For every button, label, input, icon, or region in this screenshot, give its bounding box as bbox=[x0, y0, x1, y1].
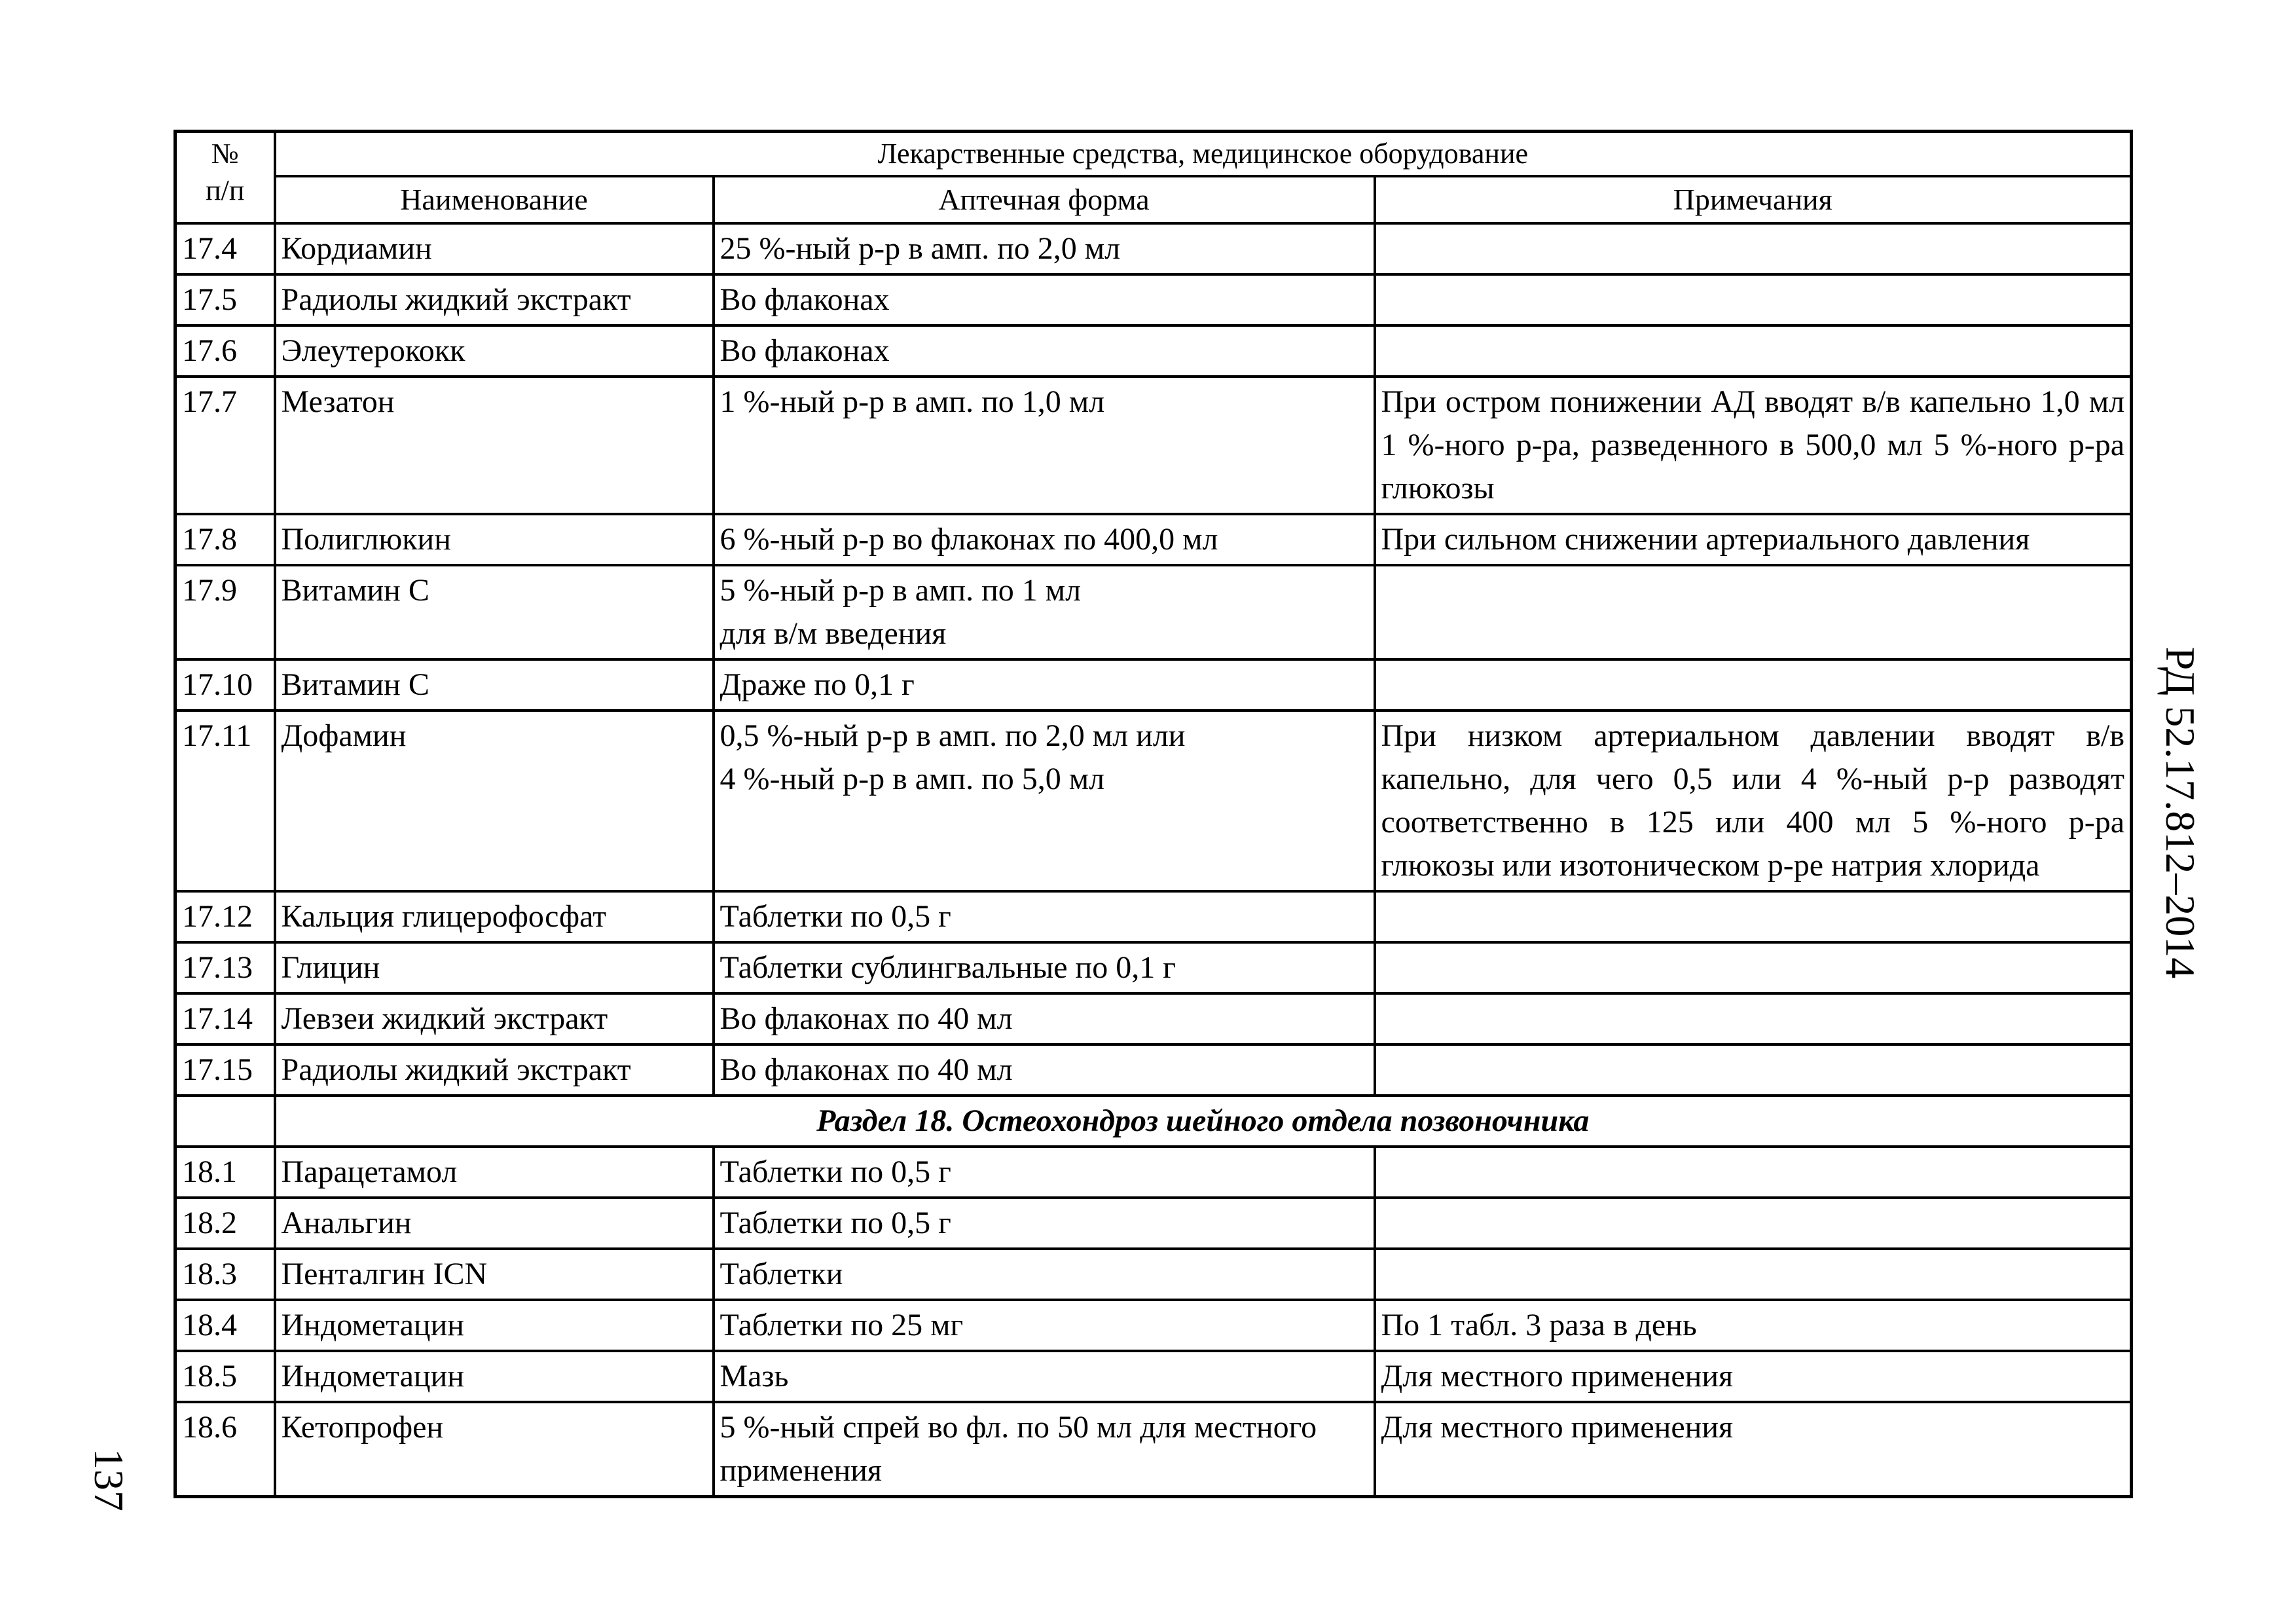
header-number-cell: № п/п bbox=[175, 132, 275, 224]
dosage-form: 0,5 %-ный р-р в амп. по 2,0 мл или 4 %-ный р-р в амп. по 5,0 мл bbox=[714, 710, 1375, 891]
dosage-form: Во флаконах по 40 мл bbox=[714, 993, 1375, 1044]
dosage-form: Мазь bbox=[714, 1351, 1375, 1402]
table-row bbox=[175, 659, 2132, 710]
row-number: 17.8 bbox=[175, 514, 275, 565]
row-notes bbox=[1375, 325, 2132, 377]
row-notes: Для местного применения bbox=[1375, 1402, 2132, 1497]
row-notes bbox=[1375, 1249, 2132, 1300]
row-notes: По 1 табл. 3 раза в день bbox=[1375, 1300, 2132, 1351]
dosage-form: Таблетки сублингвальные по 0,1 г bbox=[714, 942, 1375, 993]
row-notes bbox=[1375, 891, 2132, 942]
table-row bbox=[175, 1249, 2132, 1300]
row-notes: Для местного применения bbox=[1375, 1351, 2132, 1402]
row-number: 17.6 bbox=[175, 325, 275, 377]
row-notes bbox=[1375, 565, 2132, 659]
row-number: 17.7 bbox=[175, 377, 275, 514]
row-number: 17.9 bbox=[175, 565, 275, 659]
drug-name: Радиолы жидкий экстракт bbox=[275, 1044, 714, 1096]
row-number: 17.12 bbox=[175, 891, 275, 942]
drug-name: Глицин bbox=[275, 942, 714, 993]
dosage-form: Таблетки по 0,5 г bbox=[714, 1147, 1375, 1198]
row-number: 18.3 bbox=[175, 1249, 275, 1300]
dosage-form: 25 %-ный р-р в амп. по 2,0 мл bbox=[714, 223, 1375, 274]
header-name: Наименование bbox=[275, 176, 714, 223]
drug-name: Дофамин bbox=[275, 710, 714, 891]
drug-name: Пенталгин ICN bbox=[275, 1249, 714, 1300]
table-row bbox=[175, 1402, 2132, 1497]
drug-name: Анальгин bbox=[275, 1198, 714, 1249]
row-notes bbox=[1375, 1198, 2132, 1249]
dosage-form: 6 %-ный р-р во флаконах по 400,0 мл bbox=[714, 514, 1375, 565]
table-row bbox=[175, 942, 2132, 993]
table-row bbox=[175, 993, 2132, 1044]
row-number: 18.4 bbox=[175, 1300, 275, 1351]
table-column-header-row bbox=[175, 176, 2132, 223]
table-group-header-row bbox=[175, 132, 2132, 177]
document-code: РД 52.17.812–2014 bbox=[2157, 646, 2204, 979]
section-empty-cell bbox=[175, 1096, 275, 1147]
drug-name: Мезатон bbox=[275, 377, 714, 514]
table-row bbox=[175, 710, 2132, 891]
table-row bbox=[175, 223, 2132, 274]
row-notes bbox=[1375, 1044, 2132, 1096]
dosage-form: 5 %-ный спрей во фл. по 50 мл для местного применения bbox=[714, 1402, 1375, 1497]
table-row bbox=[175, 1351, 2132, 1402]
row-notes: При остром понижении АД вводят в/в капельно 1,0 мл 1 %-ного р-ра, разведенного в 500,0 мл 5 %-ного р-ра глюкозы bbox=[1375, 377, 2132, 514]
dosage-form: Драже по 0,1 г bbox=[714, 659, 1375, 710]
drug-name: Радиолы жидкий экстракт bbox=[275, 274, 714, 325]
row-number: 18.5 bbox=[175, 1351, 275, 1402]
row-number: 18.6 bbox=[175, 1402, 275, 1497]
table-row bbox=[175, 891, 2132, 942]
row-number: 18.2 bbox=[175, 1198, 275, 1249]
dosage-form: Во флаконах bbox=[714, 274, 1375, 325]
header-notes: Примечания bbox=[1375, 176, 2132, 223]
row-notes bbox=[1375, 1147, 2132, 1198]
page-number: 137 bbox=[86, 1449, 132, 1511]
row-number: 17.13 bbox=[175, 942, 275, 993]
row-notes bbox=[1375, 274, 2132, 325]
row-notes bbox=[1375, 223, 2132, 274]
row-notes: При низком артериальном давлении вводят в/в капельно, для чего 0,5 или 4 %-ный р-р разводят соответственно в 125 или 400 мл 5 %-ного р-ра глюкозы или изотоническом р-ре натрия хлорида bbox=[1375, 710, 2132, 891]
drug-name: Элеутерококк bbox=[275, 325, 714, 377]
dosage-form: Таблетки по 0,5 г bbox=[714, 1198, 1375, 1249]
row-number: 17.11 bbox=[175, 710, 275, 891]
table-row bbox=[175, 325, 2132, 377]
table-row bbox=[175, 274, 2132, 325]
table-row bbox=[175, 514, 2132, 565]
dosage-form: Таблетки по 25 мг bbox=[714, 1300, 1375, 1351]
table-row bbox=[175, 377, 2132, 514]
row-number: 17.5 bbox=[175, 274, 275, 325]
header-form: Аптечная форма bbox=[714, 176, 1375, 223]
drug-name: Индометацин bbox=[275, 1351, 714, 1402]
drug-name: Кальция глицерофосфат bbox=[275, 891, 714, 942]
dosage-form: Таблетки bbox=[714, 1249, 1375, 1300]
table-row bbox=[175, 565, 2132, 659]
row-number: 17.10 bbox=[175, 659, 275, 710]
row-notes bbox=[1375, 993, 2132, 1044]
drug-name: Парацетамол bbox=[275, 1147, 714, 1198]
section-title: Раздел 18. Остеохондроз шейного отдела позвоночника bbox=[275, 1096, 2132, 1147]
dosage-form: Во флаконах по 40 мл bbox=[714, 1044, 1375, 1096]
drug-name: Левзеи жидкий экстракт bbox=[275, 993, 714, 1044]
drug-name: Кетопрофен bbox=[275, 1402, 714, 1497]
section-row bbox=[175, 1096, 2132, 1147]
drug-name: Витамин С bbox=[275, 659, 714, 710]
dosage-form: Таблетки по 0,5 г bbox=[714, 891, 1375, 942]
drug-name: Витамин С bbox=[275, 565, 714, 659]
header-group-title: Лекарственные средства, медицинское оборудование bbox=[275, 132, 2132, 177]
table-row bbox=[175, 1147, 2132, 1198]
row-number: 17.14 bbox=[175, 993, 275, 1044]
row-notes: При сильном снижении артериального давления bbox=[1375, 514, 2132, 565]
row-number: 17.4 bbox=[175, 223, 275, 274]
dosage-form: 5 %-ный р-р в амп. по 1 мл для в/м введения bbox=[714, 565, 1375, 659]
dosage-form: Во флаконах bbox=[714, 325, 1375, 377]
table-row bbox=[175, 1198, 2132, 1249]
row-notes bbox=[1375, 659, 2132, 710]
row-notes bbox=[1375, 942, 2132, 993]
drug-name: Кордиамин bbox=[275, 223, 714, 274]
medication-table bbox=[173, 130, 2133, 1498]
dosage-form: 1 %-ный р-р в амп. по 1,0 мл bbox=[714, 377, 1375, 514]
row-number: 17.15 bbox=[175, 1044, 275, 1096]
drug-name: Индометацин bbox=[275, 1300, 714, 1351]
table-row bbox=[175, 1044, 2132, 1096]
table-row bbox=[175, 1300, 2132, 1351]
row-number: 18.1 bbox=[175, 1147, 275, 1198]
drug-name: Полиглюкин bbox=[275, 514, 714, 565]
